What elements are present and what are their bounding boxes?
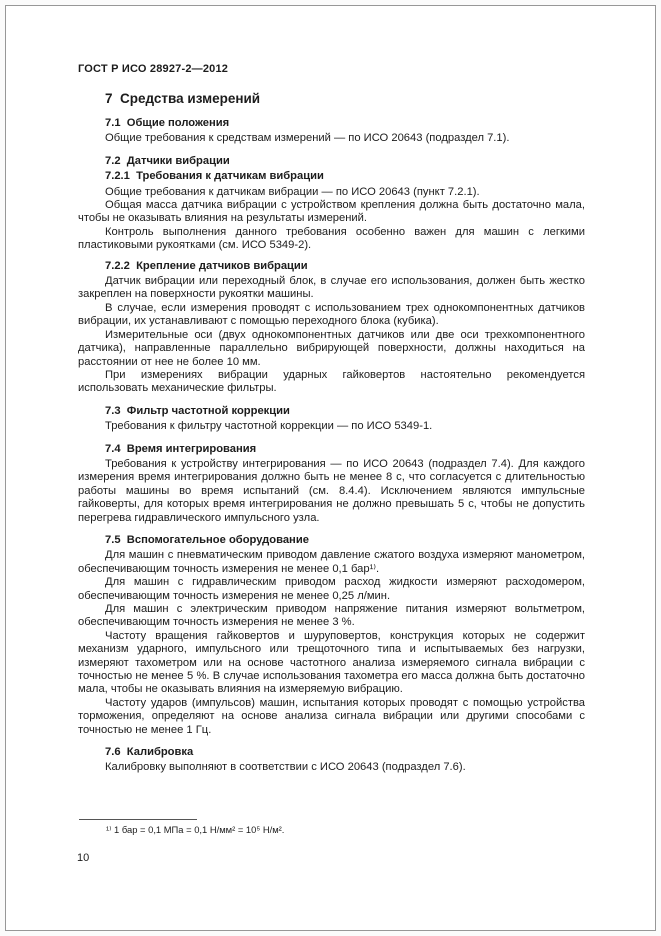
paragraph: При измерениях вибрации ударных гайковертов настоятельно рекомендуется использовать механические фильтры. — [78, 368, 585, 395]
paragraph: Требования к фильтру частотной коррекции — по ИСО 5349-1. — [105, 420, 433, 433]
paragraph: Общие требования к датчикам вибрации — по ИСО 20643 (пункт 7.2.1). — [105, 185, 480, 198]
footnote: ¹⁾ 1 бар = 0,1 МПа = 0,1 Н/мм² = 10⁵ Н/м². — [106, 824, 285, 835]
section-heading: 7.2 Датчики вибрации — [105, 154, 230, 167]
paragraph: Требования к устройству интегрирования — по ИСО 20643 (подраздел 7.4). Для каждого измерения время интегрирования должно быть не менее 8 с, что согласуется с длительностью работы машины во время испытаний (см. 8.4.4). Исключением являются импульсные гайковерты, для которых время интегрирования не должно превышать 5 с, чтобы не допустить перегрева гидравлического импульсного узла. — [78, 457, 585, 524]
section-heading: 7.2.2 Крепление датчиков вибрации — [105, 259, 308, 272]
paragraph: Частоту ударов (импульсов) машин, испытания которых проводят с помощью устройства торможения, определяют на основе анализа сигнала вибрации или другими способами с точностью не менее 1 Гц. — [78, 696, 585, 736]
paragraph: Для машин с гидравлическим приводом расход жидкости измеряют расходомером, обеспечивающим точность измерения не менее 0,25 л/мин. — [78, 576, 585, 602]
paragraph: Датчик вибрации или переходный блок, в случае его использования, должен быть жестко закреплен на поверхности рукоятки машины. — [78, 275, 585, 301]
section-title: 7 Средства измерений — [105, 91, 261, 106]
paragraph: Общая масса датчика вибрации с устройством крепления должна быть достаточно мала, чтобы не оказывать влияния на результаты измерений. — [78, 199, 585, 225]
section-heading: 7.2.1 Требования к датчикам вибрации — [105, 170, 324, 183]
footnote-rule — [79, 819, 197, 820]
document-blocks — [78, 117, 585, 775]
section-heading: 7.5 Вспомогательное оборудование — [105, 533, 309, 546]
footnote-area — [79, 819, 549, 836]
paragraph: Частоту вращения гайковертов и шуруповертов, конструкция которых не содержит механизм ударного, импульсного или трещоточного типа и испытываемых без нагрузки, измеряют тахометром или на основе частотного анализа измеряемого сигнала вибрации с точностью не менее 5 %. В случае использования тахометра его масса должна быть достаточно мала, чтобы не оказывать влияния на измеряемую вибрацию. — [78, 629, 585, 696]
paragraph: Контроль выполнения данного требования особенно важен для машин с легкими пластиковыми рукоятками (см. ИСО 5349-2). — [78, 225, 585, 252]
section-heading: 7.1 Общие положения — [105, 117, 230, 129]
paragraph: Общие требования к средствам измерений — по ИСО 20643 (подраздел 7.1). — [105, 132, 510, 145]
paragraph: Измерительные оси (двух однокомпонентных датчиков или две оси трехкомпонентного датчика), направленные параллельно вибрирующей поверхности, должны находиться на расстоянии от нее не более 10 мм. — [78, 328, 585, 368]
page-number: 10 — [77, 852, 90, 864]
running-header: ГОСТ Р ИСО 28927-2—2012 — [78, 63, 229, 75]
section-heading: 7.3 Фильтр частотной коррекции — [105, 404, 290, 417]
paragraph: Для машин с электрическим приводом напряжение питания измеряют вольтметром, обеспечивающим точность измерения не менее 3 %. — [78, 603, 585, 629]
section-heading: 7.4 Время интегрирования — [105, 442, 257, 455]
section-heading: 7.6 Калибровка — [105, 746, 194, 759]
paragraph: В случае, если измерения проводят с использованием трех однокомпонентных датчиков вибрации, их устанавливают с помощью переходного блока (кубика). — [78, 301, 585, 328]
document-page — [5, 5, 656, 931]
paragraph: Калибровку выполняют в соответствии с ИСО 20643 (подраздел 7.6). — [105, 761, 466, 774]
paragraph: Для машин с пневматическим приводом давление сжатого воздуха измеряют манометром, обеспечивающим точность измерения не менее 0,1 бар¹⁾. — [78, 549, 585, 575]
